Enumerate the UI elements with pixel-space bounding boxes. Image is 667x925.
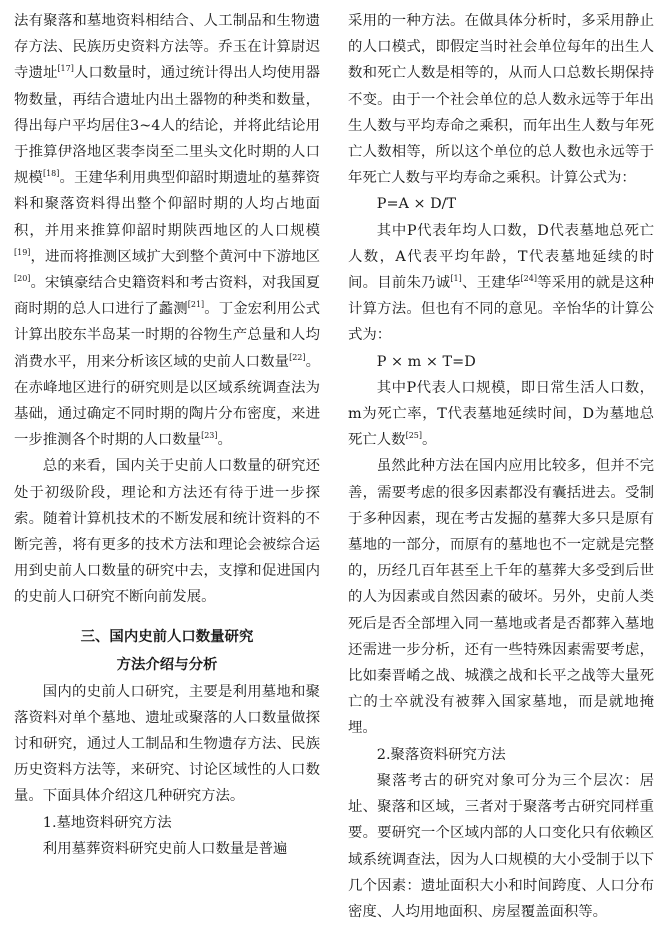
paragraph: 其中P代表人口规模，即日常生活人口数，m为死亡率，T代表墓地延续时间，D为墓地总死亡人数[25]。 <box>348 379 654 449</box>
paragraph: 法有聚落和墓地资料相结合、人工制品和生物遗存方法、民族历史资料方法等。乔玉在计算尉迟寺遗址[17]人口数量时，通过统计得出人均使用器物数量，再结合遗址内出土器物的种类和数量，得出每户平均居住3~4人的结论，并将此结论用于推算伊洛地区裴李岗至二里头文化时期的人口规模[18]。王建华利用典型仰韶时期遗址的墓葬资料和聚落资料得出整个仰韶时期的人均占地面积，并用来推算仰韶时期陕西地区的人口规模[19]，进而将推测区域扩大到整个黄河中下游地区[20]。宋镇豪结合史籍资料和考古资料，对我国夏商时期的总人口进行了蠡测[21]。丁金宏利用公式计算出胶东半岛某一时期的谷物生产总量和人均消费水平，用来分析该区域的史前人口数量[22]。在赤峰地区进行的研究则是以区域系统调查法为基础，通过确定不同时期的陶片分布密度，来进一步推测各个时期的人口数量[23]。 <box>14 13 320 449</box>
right-column <box>348 8 654 925</box>
paragraph: 虽然此种方法在国内应用比较多，但并不完善，需要考虑的很多因素都没有囊括进去。受制于多种因素，现在考古发掘的墓葬大多只是原有墓地的一部分，而原有的墓地也不一定就是完整的，历经几百年甚至上千年的墓葬大多受到后世的人为因素或自然因素的破坏。另外，史前人类死后是否全部埋入同一墓地或者是否都葬入墓地还需进一步分析，还有一些特殊因素需要考虑，比如秦晋崤之战、城濮之战和长平之战等大量死亡的士卒就没有被葬入国家墓地，而是就地掩埋。 <box>348 458 654 737</box>
paragraph: 国内的史前人口研究，主要是利用墓地和聚落资料对单个墓地、遗址或聚落的人口数量做探讨和研究，通过人工制品和生物遗存方法、民族历史资料方法等，来研究、讨论区域性的人口数量。下面具体介绍这几种研究方法。 <box>14 683 320 805</box>
section-subtitle: 方法介绍与分析 <box>116 655 218 673</box>
citation-ref: [23] <box>201 431 218 441</box>
paragraph: 总的来看，国内关于史前人口数量的研究还处于初级阶段，理论和方法还有待于进一步探索。随着计算机技术的不断发展和统计资料的不断完善，将有更多的技术方法和理论会被综合运用到史前人口数量的研究中去，支撑和促进国内的史前人口研究不断向前发展。 <box>14 458 320 606</box>
citation-ref: [24] <box>520 274 537 284</box>
formula: P × m × T=D <box>376 353 476 370</box>
citation-ref: [1] <box>450 274 462 284</box>
citation-ref: [22] <box>289 352 306 362</box>
subsection-heading: 1.墓地资料研究方法 <box>42 814 172 831</box>
section-title: 三、国内史前人口数量研究 <box>80 627 254 645</box>
formula: P=A × D/T <box>376 196 457 213</box>
left-column <box>14 8 320 862</box>
citation-ref: [18] <box>42 169 60 179</box>
citation-ref: [19] <box>14 248 31 258</box>
citation-ref: [25] <box>405 431 422 441</box>
paragraph: 其中P代表年均人口数，D代表墓地总死亡人数，A代表平均年龄，T代表墓地延续的时间。目前朱乃诚[1]、王建华[24]等采用的就是这种计算方法。但也有不同的意见。辛怡华的计算公式为： <box>348 222 654 344</box>
paragraph: 利用墓葬资料研究史前人口数量是普遍 <box>42 840 288 857</box>
citation-ref: [20] <box>14 274 31 284</box>
paragraph: 聚落考古的研究对象可分为三个层次：居址、聚落和区域，三者对于聚落考古研究同样重要。要研究一个区域内部的人口变化只有依赖区域系统调查法，因为人口规模的大小受制于以下几个因素：遗址面积大小和时间跨度、人口分布密度、人均用地面积、房屋覆盖面积等。 <box>348 772 654 920</box>
paragraph: 采用的一种方法。在做具体分析时，多采用静止的人口模式，即假定当时社会单位每年的出生人数和死亡人数是相等的，从而人口总数长期保持不变。由于一个社会单位的总人数永远等于年出生人数与平均寿命之乘积，而年出生人数与年死亡人数相等，所以这个单位的总人数也永远等于年死亡人数与平均寿命之乘积。计算公式为： <box>348 13 654 187</box>
citation-ref: [21] <box>187 300 205 310</box>
citation-ref: [17] <box>57 64 74 74</box>
subsection-heading: 2.聚落资料研究方法 <box>376 746 506 763</box>
